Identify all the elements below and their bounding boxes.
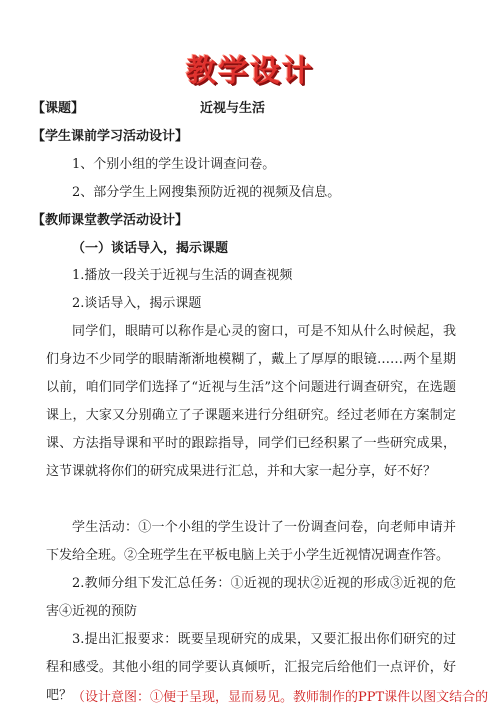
pre-class-section-heading: 【学生课前学习活动设计】 <box>32 129 189 144</box>
task-paragraph: 2.教师分组下发汇总任务：①近视的现状②近视的形成③近视的危害④近视的预防 <box>46 576 456 619</box>
topic-value: 近视与生活 <box>200 101 266 116</box>
topic-label: 【课题】 <box>32 101 85 116</box>
intro-paragraph: 同学们，眼睛可以称作是心灵的窗口，可是不知从什么时候起，我们身边不少同学的眼睛渐渐地模糊了，戴上了厚厚的眼镜……两个星期以前，咱们同学们选择了“近视与生活”这个问题进行调查研究，在选题课上，大家又分别确立了子课题来进行分组研究。经过老师在方案制定课、方法指导课和平时的跟踪指导，同学们已经积累了一些研究成果，这节课就将你们的研究成果进行汇总，并和大家一起分享，好不好？ <box>46 324 456 479</box>
student-activity-paragraph: 学生活动：①一个小组的学生设计了一份调查问卷，向老师申请并下发给全班。②全班学生在平板电脑上关于小学生近视情况调查作答。 <box>46 520 456 563</box>
step-1: 1.播放一段关于近视与生活的调查视频 <box>72 268 293 283</box>
document-title: 教学设计 <box>186 54 314 89</box>
subheading-intro: （一）谈话导入，揭示课题 <box>72 241 229 256</box>
pre-class-item-2: 2、部分学生上网搜集预防近视的视频及信息。 <box>72 185 341 200</box>
pre-class-item-1: 1、个别小组的学生设计调查问卷。 <box>72 157 276 172</box>
design-intent-note: （设计意图：①便于呈现，显而易见。教师制作的PPT课件以图文结合的 <box>72 690 489 705</box>
step-2: 2.谈话导入，揭示课题 <box>72 296 202 311</box>
class-section-heading: 【教师课堂教学活动设计】 <box>32 213 189 228</box>
report-requirement-paragraph: 3.提出汇报要求：既要呈现研究的成果，又要汇报出你们研究的过程和感受。其他小组的同学要认真倾听，汇报完后给他们一点评价，好吧？ <box>46 632 456 703</box>
